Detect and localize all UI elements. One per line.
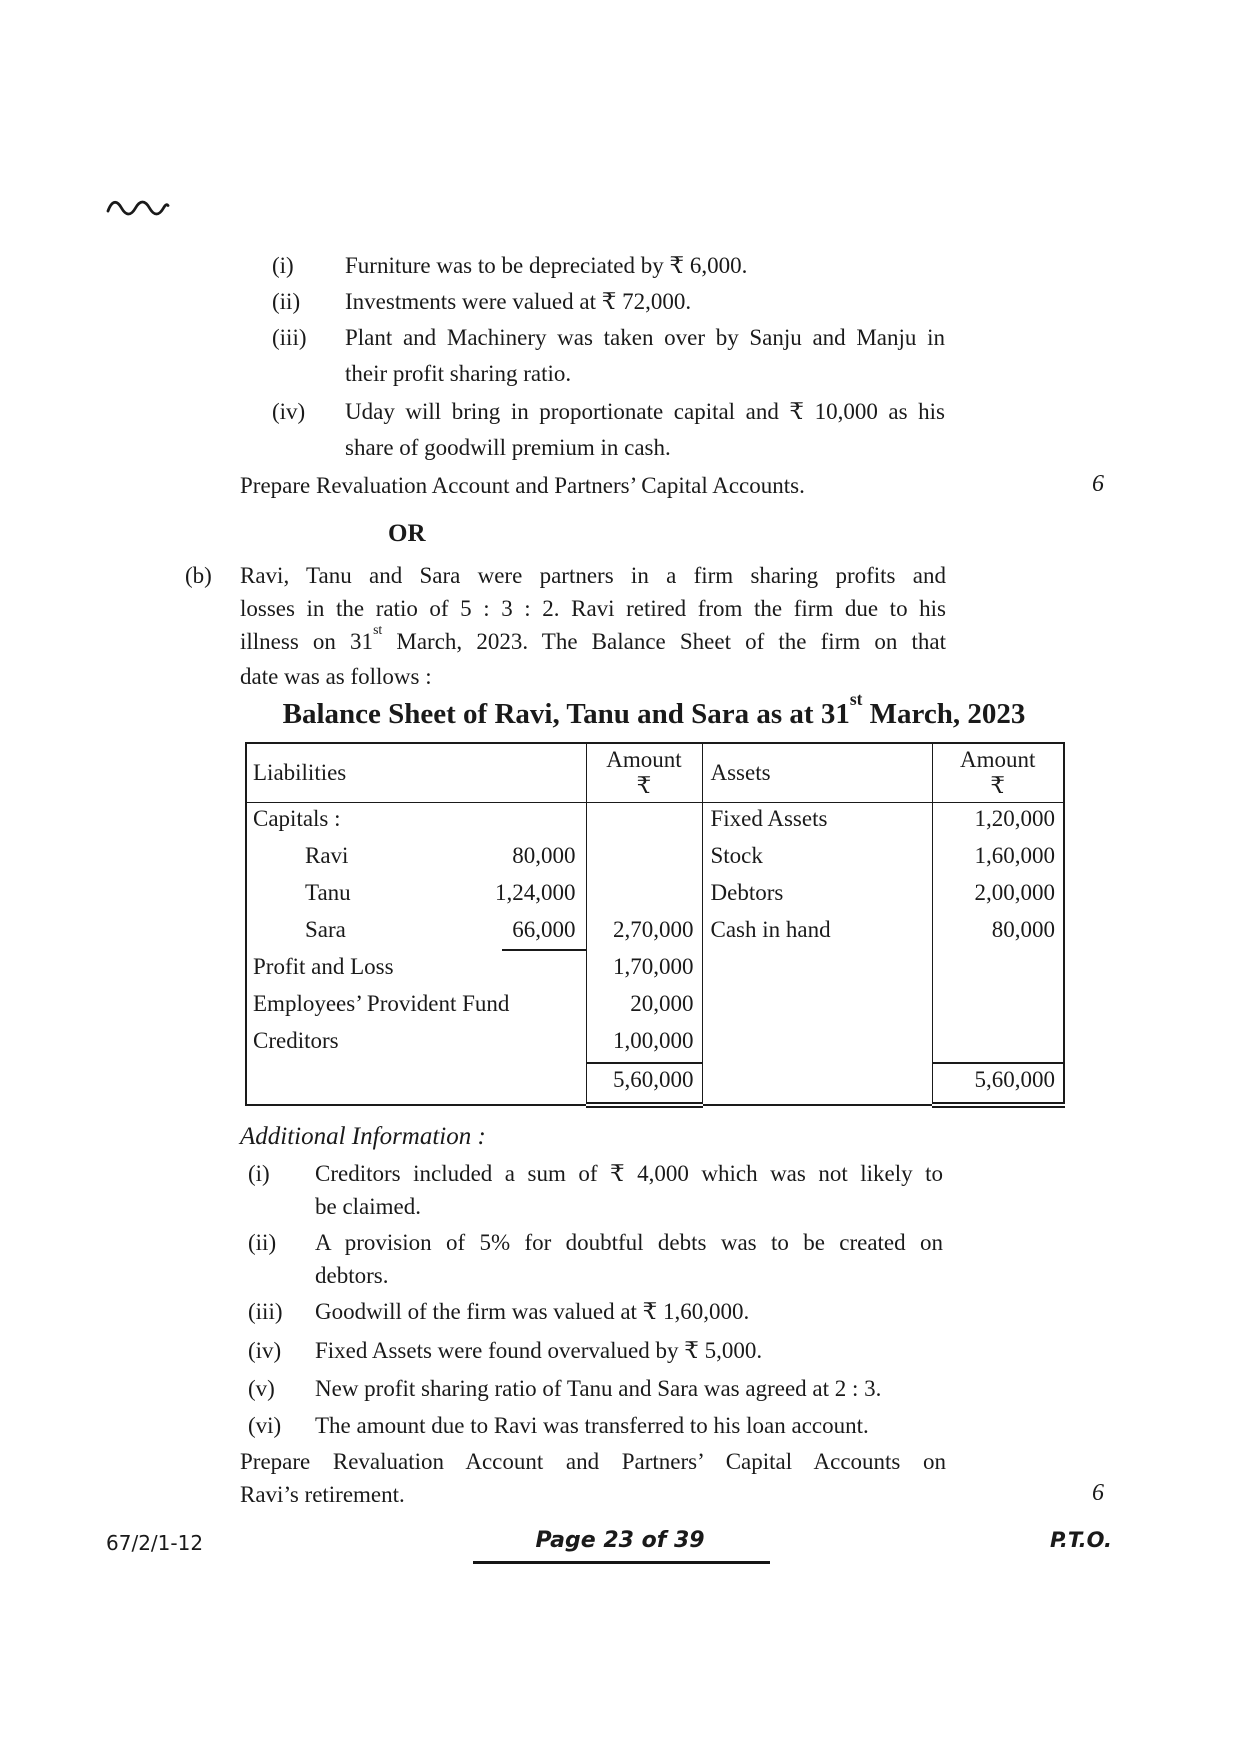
qa-item-text: Plant and Machinery was taken over by Sanju and Manju in <box>345 325 945 350</box>
asset-cell: Stock <box>702 840 932 877</box>
header-amount-word: Amount <box>960 747 1036 772</box>
table-row <box>246 1025 1064 1063</box>
or-divider: OR <box>388 520 426 547</box>
asset-amount-cell <box>932 988 1064 1025</box>
asset-amount-cell <box>932 1025 1064 1063</box>
paper-code: 67/2/1-12 <box>106 1531 204 1555</box>
table-row <box>246 951 1064 988</box>
table-row <box>246 988 1064 1025</box>
total-asset-amount-cell: 5,60,000 <box>932 1063 1064 1105</box>
squiggle-mark <box>106 196 170 222</box>
header-amount-liabilities <box>586 743 702 803</box>
asset-cell: Fixed Assets <box>702 803 932 841</box>
partner-name: Tanu <box>305 880 351 905</box>
amount-cell: 1,00,000 <box>586 1025 702 1063</box>
qa-item-text: their profit sharing ratio. <box>345 361 572 386</box>
qb-label: (b) <box>185 563 212 588</box>
partner-name: Sara <box>305 917 346 942</box>
qa-item-label: (ii) <box>272 289 301 314</box>
amount-cell <box>586 877 702 914</box>
qa-item-text: Investments were valued at ₹ 72,000. <box>345 289 692 314</box>
asset-cell: Cash in hand <box>702 914 932 951</box>
marks-value: 6 <box>1092 471 1104 497</box>
asset-cell <box>702 951 932 988</box>
header-amount-assets <box>932 743 1064 803</box>
qa-item-text: Uday will bring in proportionate capital and ₹ 10,000 as his <box>345 399 945 424</box>
page-number-underline <box>473 1561 770 1564</box>
asset-amount-cell: 1,20,000 <box>932 803 1064 841</box>
qb-intro-line-part: illness on 31 <box>240 629 374 654</box>
qb-closing-line: Prepare Revaluation Account and Partners’ Capital Accounts on <box>240 1449 946 1474</box>
partner-name: Ravi <box>305 843 349 868</box>
qa-item-text: Furniture was to be depreciated by ₹ 6,000. <box>345 253 748 278</box>
table-header-row <box>246 743 1064 803</box>
partner-capital: 1,24,000 <box>495 880 576 905</box>
liability-cell <box>246 840 586 877</box>
partner-capital-underlined: 66,000 <box>502 914 585 951</box>
ai-item-text: New profit sharing ratio of Tanu and Sara was agreed at 2 : 3. <box>315 1376 882 1401</box>
liability-cell <box>246 1063 586 1105</box>
qb-closing-line: Ravi’s retirement. <box>240 1482 405 1507</box>
asset-amount-cell: 80,000 <box>932 914 1064 951</box>
page-number: Page 23 of 39 <box>535 1528 705 1553</box>
header-assets: Assets <box>702 743 932 803</box>
qa-item-text: share of goodwill premium in cash. <box>345 435 671 460</box>
liability-cell: Profit and Loss <box>246 951 586 988</box>
header-amount-word: Amount <box>606 747 682 772</box>
superscript-st: st <box>849 688 863 709</box>
ai-item-text: be claimed. <box>315 1194 422 1219</box>
qb-intro-line <box>240 622 946 657</box>
total-amount-cell: 5,60,000 <box>586 1063 702 1105</box>
liability-cell: Capitals : <box>246 803 586 841</box>
ai-item-text: A provision of 5% for doubtful debts was to be created on <box>315 1230 943 1255</box>
amount-cell <box>586 840 702 877</box>
asset-amount-cell: 1,60,000 <box>932 840 1064 877</box>
additional-info-heading: Additional Information : <box>240 1123 486 1150</box>
superscript-st: st <box>373 622 383 638</box>
ai-item-text: Goodwill of the firm was valued at ₹ 1,60,000. <box>315 1299 750 1324</box>
title-part: March, 2023 <box>862 698 1026 730</box>
qb-intro-line-part: March, 2023. The Balance Sheet of the firm on that <box>382 629 946 654</box>
rupee-symbol: ₹ <box>636 773 652 798</box>
ai-item-label: (iv) <box>248 1338 282 1363</box>
qa-instruction: Prepare Revaluation Account and Partners’ Capital Accounts. <box>240 473 805 498</box>
liability-cell <box>246 877 586 914</box>
asset-cell: Debtors <box>702 877 932 914</box>
asset-amount-cell: 2,00,000 <box>932 877 1064 914</box>
qb-intro-line: date was as follows : <box>240 664 432 689</box>
qa-item-label: (i) <box>272 253 294 278</box>
ai-item-label: (ii) <box>248 1230 277 1255</box>
amount-cell: 2,70,000 <box>586 914 702 951</box>
ai-item-text: Fixed Assets were found overvalued by ₹ 5,000. <box>315 1338 763 1363</box>
asset-cell <box>702 988 932 1025</box>
marks-value: 6 <box>1092 1480 1104 1506</box>
amount-cell: 20,000 <box>586 988 702 1025</box>
ai-item-text: The amount due to Ravi was transferred to his loan account. <box>315 1413 869 1438</box>
ai-item-text: debtors. <box>315 1263 389 1288</box>
asset-cell <box>702 1063 932 1105</box>
qb-intro-line: losses in the ratio of 5 : 3 : 2. Ravi retired from the firm due to his <box>240 596 946 621</box>
table-row <box>246 877 1064 914</box>
asset-cell <box>702 1025 932 1063</box>
balance-sheet-title <box>245 688 1063 731</box>
liability-cell: Employees’ Provident Fund <box>246 988 586 1025</box>
liability-cell: Creditors <box>246 1025 586 1063</box>
qb-intro-line: Ravi, Tanu and Sara were partners in a firm sharing profits and <box>240 563 946 588</box>
ai-item-label: (v) <box>248 1376 275 1401</box>
amount-cell <box>586 803 702 841</box>
table-total-row <box>246 1063 1064 1105</box>
balance-sheet-table <box>245 742 1065 1108</box>
partner-capital: 80,000 <box>512 843 576 868</box>
table-row <box>246 840 1064 877</box>
qa-item-label: (iii) <box>272 325 307 350</box>
liability-cell <box>246 914 586 951</box>
ai-item-text: Creditors included a sum of ₹ 4,000 which was not likely to <box>315 1161 943 1186</box>
amount-cell: 1,70,000 <box>586 951 702 988</box>
ai-item-label: (iii) <box>248 1299 283 1324</box>
table-row <box>246 803 1064 841</box>
table-row <box>246 914 1064 951</box>
asset-amount-cell <box>932 951 1064 988</box>
header-liabilities: Liabilities <box>246 743 586 803</box>
pto-label: P.T.O. <box>1049 1528 1112 1552</box>
title-part: Balance Sheet of Ravi, Tanu and Sara as at 31 <box>282 698 850 730</box>
rupee-symbol: ₹ <box>990 773 1006 798</box>
ai-item-label: (vi) <box>248 1413 282 1438</box>
ai-item-label: (i) <box>248 1161 270 1186</box>
qa-item-label: (iv) <box>272 399 306 424</box>
